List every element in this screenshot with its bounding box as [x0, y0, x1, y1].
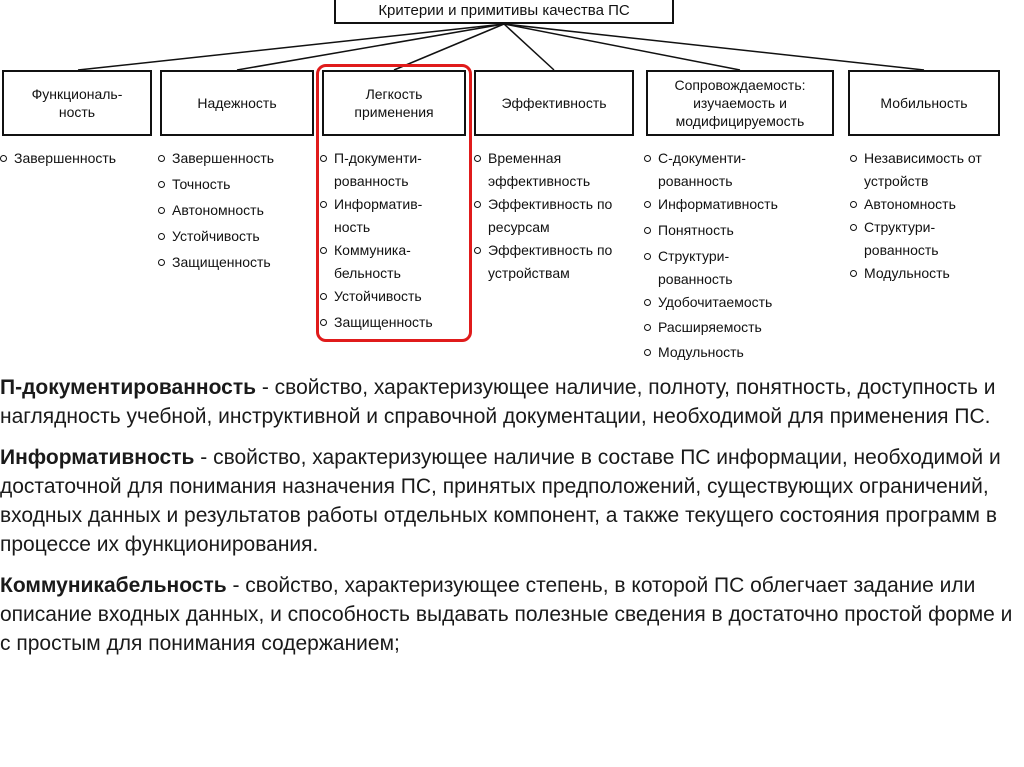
list-item: Удобочитаемость	[644, 291, 839, 314]
definition-paragraph	[0, 571, 1020, 658]
list-item: Расширяемость	[644, 316, 839, 339]
items-efficiency	[474, 147, 639, 285]
list-item: Защищенность	[158, 251, 318, 274]
category-portability	[848, 70, 1000, 136]
list-item: Временная эффективность	[474, 147, 618, 193]
list-item: Понятность	[644, 219, 839, 242]
category-label: Легкость применения	[354, 86, 434, 120]
list-item: Эффективность по устройствам	[474, 239, 628, 285]
definition-text: - свойство, характеризующее наличие, полноту, понятность, доступность и наглядность учебной, инструктивной и справочной документации, необходимой для применения ПС.	[0, 376, 996, 428]
definition-paragraph	[0, 443, 1020, 559]
items-functionality	[0, 147, 155, 170]
list-item: Автономность	[158, 199, 318, 222]
category-label: Функциональ-ность	[31, 86, 123, 120]
category-label: Мобильность	[880, 95, 968, 111]
category-maintainability	[646, 70, 834, 136]
category-label: Надежность	[197, 95, 277, 111]
category-label: Эффективность	[501, 95, 607, 111]
list-item: Устойчивость	[320, 285, 465, 308]
list-item: Информатив-ность	[320, 193, 449, 239]
category-efficiency	[474, 70, 634, 136]
list-item: Структури-рованность	[850, 216, 974, 262]
list-item: Точность	[158, 173, 318, 196]
definition-text: - свойство, характеризующее наличие в составе ПС информации, необходимой и достаточной для понимания назначения ПС, принятых предположений, существующих ограничений, входных данных и результатов работы отдельных компонент, а также текущего состояния программ в процессе их функционирования.	[0, 446, 1001, 556]
definition-paragraph	[0, 373, 1020, 431]
items-reliability	[158, 147, 318, 274]
items-maintainability	[644, 147, 839, 364]
list-item: Завершенность	[158, 147, 318, 170]
list-item: Коммуника-бельность	[320, 239, 449, 285]
list-item: Модульность	[644, 341, 839, 364]
list-item: Эффективность по ресурсам	[474, 193, 618, 239]
items-usability	[320, 147, 465, 334]
list-item: Устойчивость	[158, 225, 318, 248]
category-functionality	[2, 70, 152, 136]
root-label: Критерии и примитивы качества ПС	[378, 2, 630, 19]
list-item: Завершенность	[0, 147, 155, 170]
definition-term: П-документированность	[0, 376, 257, 399]
category-label: Сопровождаемость: изучаемость и модифицируемость	[674, 77, 806, 129]
list-item: С-документи-рованность	[644, 147, 768, 193]
definition-term: Информативность	[0, 446, 195, 469]
definition-term: Коммуникабельность	[0, 574, 227, 597]
list-item: П-документи-рованность	[320, 147, 449, 193]
list-item: Модульность	[850, 262, 1020, 285]
quality-criteria-diagram	[0, 0, 1024, 370]
definition-text: - свойство, характеризующее степень, в которой ПС облегчает задание или описание входных данных, и способность выдавать полезные сведения в достаточно простой форме и с простым для понимания содержанием;	[0, 574, 1013, 655]
list-item: Независимость от устройств	[850, 147, 1004, 193]
list-item: Структури-рованность	[644, 245, 768, 291]
list-item: Информативность	[644, 193, 839, 216]
list-item: Защищенность	[320, 311, 465, 334]
list-item: Автономность	[850, 193, 1020, 216]
definitions	[0, 373, 1020, 670]
items-portability	[850, 147, 1020, 285]
root-node	[334, 0, 674, 24]
category-reliability	[160, 70, 314, 136]
